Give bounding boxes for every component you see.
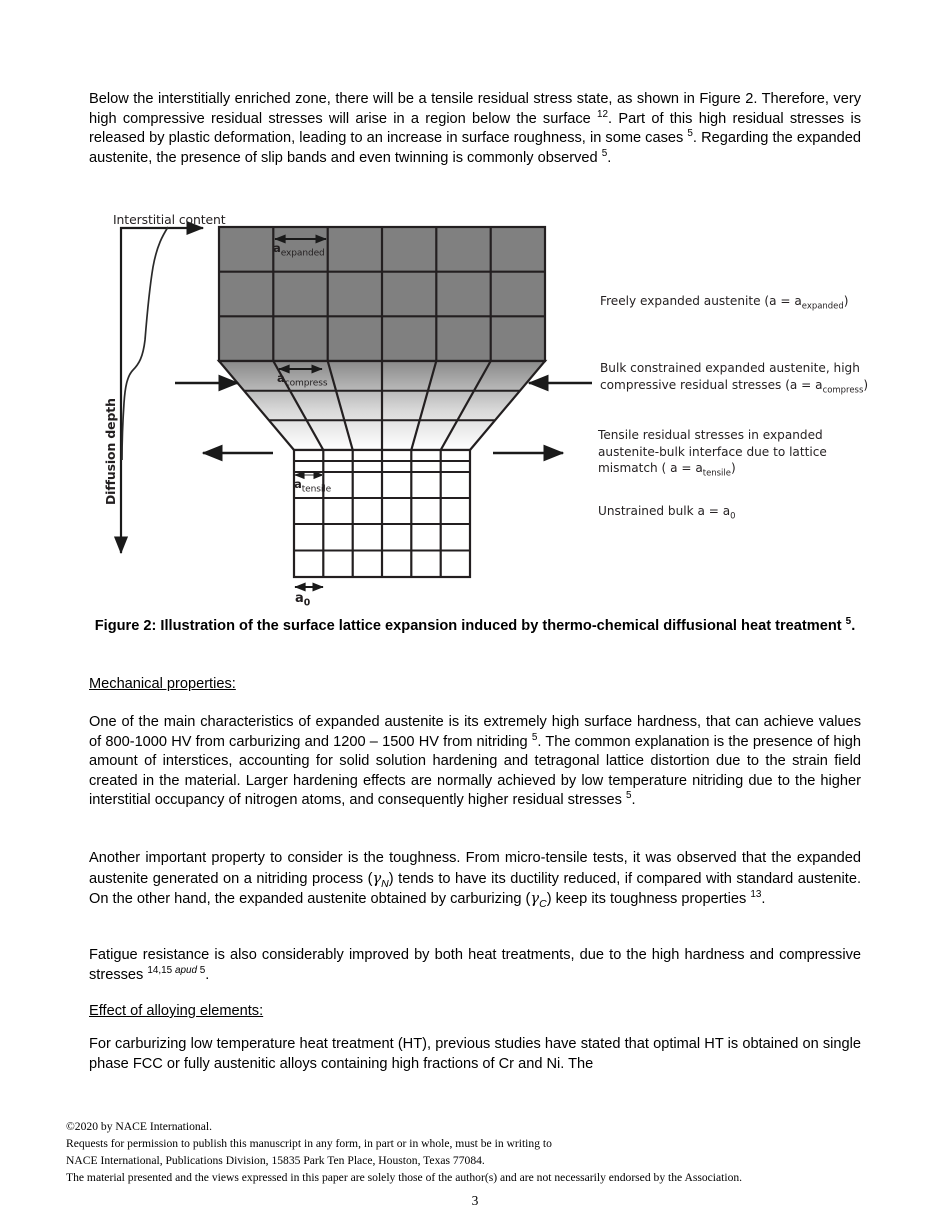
paragraph-hardness-text-a: One of the main characteristics of expanded austenite is its extremely high surface hardness, that can achieve values of 800-1000 HV from carburizing and 1200 – 1500 HV from nitriding (89, 714, 861, 750)
gamma-c-subscript: C (539, 898, 547, 911)
reference-5a: 5 (687, 128, 693, 140)
reference-13: 13 (750, 889, 762, 901)
label-a-zero: $a_0$ (295, 591, 311, 609)
reference-5b: 5 (601, 147, 608, 159)
paragraph-intro-text-c: . Regarding the expanded austenite, the presence of slip bands and even twinning is commonly observed (89, 130, 861, 166)
figure-caption-reference: 5 (845, 616, 852, 628)
annotation-tensile-residual: Tensile residual stresses in expanded austenite-bulk interface due to lattice mismatch ( $a = a_{tensile}$) (598, 428, 827, 478)
paragraph-intro-text-a: Below the interstitially enriched zone, there will be a tensile residual stress state, as shown in Figure 2. Therefore, very high compressive residual stresses will arise in a region below the surface (89, 91, 861, 127)
paragraph-toughness-text-c: ) keep its toughness properties (546, 891, 751, 908)
heading-mechanical-properties-label: Mechanical properties: (89, 676, 236, 692)
paragraph-toughness-text-b: ) tends to have its ductility reduced, if compared with standard austenite. On the other hand, the expanded austenite obtained by carburizing ( (89, 870, 862, 908)
page-number: 3 (471, 1193, 479, 1208)
paragraph-intro (89, 90, 861, 168)
reference-14-15-apud-5 (147, 965, 205, 976)
label-a-compress: $a_{compress}$ (277, 371, 328, 389)
heading-mechanical-properties (89, 675, 236, 695)
figure-axis-y-label: Diffusion depth (103, 398, 118, 505)
figure-lattice-drawing (95, 205, 885, 600)
paragraph-toughness (89, 849, 861, 910)
paragraph-toughness-text-a: Another important property to consider is the toughness. From micro-tensile tests, it was observed that the expanded austenite generated on a nitriding process ( (89, 850, 861, 887)
label-a-tensile: $a_{tensile}$ (294, 477, 332, 495)
gamma-c-symbol: γ (530, 890, 540, 908)
label-a-expanded: $a_{expanded}$ (273, 241, 325, 259)
annotation-bulk-constrained: Bulk constrained expanded austenite, high compressive residual stresses $(a = a_{compress})$ (600, 361, 869, 394)
paragraph-intro-text-b: . Part of this high residual stresses is released by plastic deformation, leading to an increase in surface roughness, in some cases (89, 110, 861, 147)
reference-5d: 5 (626, 790, 632, 802)
figure-caption-line-1: Figure 2: Illustration of the surface lattice expansion induced by thermo-chemical diffusional (94, 618, 737, 634)
gamma-n-subscript: N (381, 877, 389, 890)
figure-caption-line-2: heat treatment (741, 618, 846, 634)
footer-permission: Requests for permission to publish this manuscript in any form, in part or in whole, must be in writing to (66, 1137, 552, 1150)
paragraph-fatigue (89, 946, 861, 985)
paragraph-alloying-text: For carburizing low temperature heat treatment (HT), previous studies have stated that optimal HT is obtained on single phase FCC or fully austenitic alloys containing high fractions of Cr and Ni. The (89, 1036, 861, 1072)
footer-copyright: ©2020 by NACE International. (66, 1120, 212, 1133)
heading-effect-of-alloying-label: Effect of alloying elements: (89, 1003, 264, 1019)
paragraph-hardness-text-b: . The common explanation is the presence of high amount of interstices, accounting for solid solution hardening and tetragonal lattice distortion due to the strain field created in the material. Larger hardening effects are normally achieved by low temperature nitriding due to the higher interstitial occupancy of nitrogen atoms, and consequently higher residual stresses (89, 733, 861, 809)
annotation-unstrained-bulk: Unstrained bulk $a = a_0$ (598, 504, 736, 521)
paragraph-fatigue-text-b: . (205, 966, 210, 983)
figure-caption-period: . (851, 618, 856, 634)
footer-address: NACE International, Publications Division, 15835 Park Ten Place, Houston, Texas 77084. (66, 1154, 485, 1167)
reference-5c: 5 (531, 731, 538, 743)
reference-numbers: 14,15 (147, 964, 175, 976)
reference-12: 12 (597, 108, 609, 120)
figure-axis-x-label: Interstitial content (113, 212, 226, 227)
paragraph-toughness-text-d: . (761, 891, 766, 908)
heading-effect-of-alloying (89, 1002, 263, 1022)
paragraph-fatigue-text-a: Fatigue resistance is also considerably improved by both heat treatments, due to the high hardness and compressive stresses (89, 947, 861, 983)
paragraph-intro-text-d: . (607, 149, 612, 166)
reference-apud-target: 5 (196, 964, 206, 976)
footer-disclaimer: The material presented and the views expressed in this paper are solely those of the author(s) and are not necessarily endorsed by the Association. (66, 1171, 743, 1184)
figure-2-illustration (95, 205, 885, 609)
annotation-freely-expanded: Freely expanded austenite $(a = a_{expanded})$ (600, 294, 849, 311)
gamma-n-symbol: γ (372, 869, 382, 887)
paragraph-hardness-text-c: . (631, 792, 636, 809)
paragraph-hardness (89, 713, 861, 811)
figure-caption (89, 616, 861, 637)
reference-apud: apud (174, 964, 197, 976)
paragraph-alloying (89, 1035, 861, 1074)
